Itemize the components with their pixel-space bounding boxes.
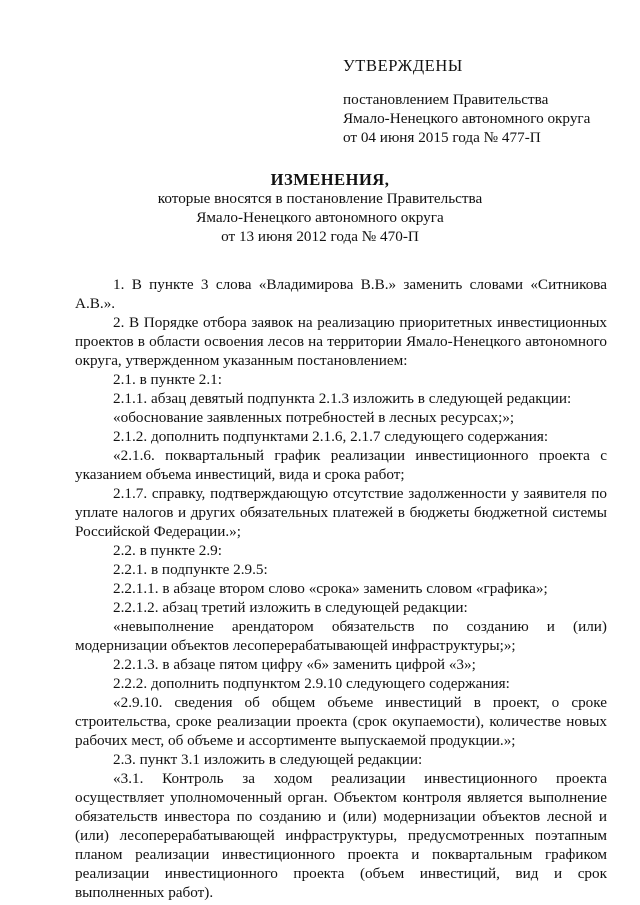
paragraph: «обоснование заявленных потребностей в лесных ресурсах;»; [113, 409, 515, 426]
paragraph: «3.1. Контроль за ходом реализации инвестиционного проекта осуществляет уполномоченный орган. Объектом контроля является выполнение обязательств инвестора по созданию и (или) модернизации объектов лесной и (или) лесоперерабатывающей инфраструктуры, предусмотренных поэтапным планом реализации инвестиционного проекта и поквартальным графиком реализации инвестиционного проекта (объем инвестиций, вид и срок выполненных работ). [75, 770, 607, 901]
approval-block [343, 56, 633, 147]
document-title-block [0, 170, 640, 246]
document-title: ИЗМЕНЕНИЯ, [270, 170, 390, 189]
paragraph: 2.1.7. справку, подтверждающую отсутствие задолженности у заявителя по уплате налогов и других обязательных платежей в бюджеты бюджетной системы Российской Федерации.»; [75, 485, 607, 540]
paragraph: «2.9.10. сведения об общем объеме инвестиций в проект, о сроке строительства, сроке реализации проекта (срок окупаемости), количестве новых рабочих мест, об объеме и ассортименте выпускаемой продукции.»; [75, 694, 607, 749]
paragraph: 2.2.1. в подпункте 2.9.5: [113, 561, 268, 578]
paragraph: «2.1.6. поквартальный график реализации инвестиционного проекта с указанием объема инвестиций, вида и срока работ; [75, 447, 607, 483]
paragraph: 2. В Порядке отбора заявок на реализацию приоритетных инвестиционных проектов в области освоения лесов на территории Ямало-Ненецкого автономного округа, утвержденном указанным постановлением: [75, 314, 607, 369]
document-body [75, 275, 607, 902]
title-line: от 13 июня 2012 года № 470-П [221, 228, 419, 245]
approval-line: Ямало-Ненецкого автономного округа [343, 110, 591, 127]
paragraph: «невыполнение арендатором обязательств по созданию и (или) модернизации объектов лесоперерабатывающей инфраструктуры;»; [75, 618, 607, 654]
title-line: которые вносятся в постановление Правительства [157, 190, 483, 207]
approval-line: постановлением Правительства [343, 91, 549, 108]
paragraph: 2.2.1.3. в абзаце пятом цифру «6» заменить цифрой «3»; [113, 656, 476, 673]
paragraph: 2.2.1.1. в абзаце втором слово «срока» заменить словом «графика»; [113, 580, 548, 597]
approval-line: от 04 июня 2015 года № 477-П [343, 129, 541, 146]
paragraph: 2.2. в пункте 2.9: [113, 542, 222, 559]
paragraph: 2.1. в пункте 2.1: [113, 371, 222, 388]
title-line: Ямало-Ненецкого автономного округа [196, 209, 444, 226]
approval-heading: УТВЕРЖДЕНЫ [343, 56, 463, 75]
paragraph: 2.2.2. дополнить подпунктом 2.9.10 следующего содержания: [113, 675, 510, 692]
paragraph: 2.1.2. дополнить подпунктами 2.1.6, 2.1.7 следующего содержания: [113, 428, 549, 445]
paragraph: 2.2.1.2. абзац третий изложить в следующей редакции: [113, 599, 468, 616]
paragraph: 1. В пункте 3 слова «Владимирова В.В.» заменить словами «Ситникова А.В.». [75, 276, 607, 312]
paragraph: 2.3. пункт 3.1 изложить в следующей редакции: [113, 751, 423, 768]
paragraph: 2.1.1. абзац девятый подпункта 2.1.3 изложить в следующей редакции: [113, 390, 572, 407]
